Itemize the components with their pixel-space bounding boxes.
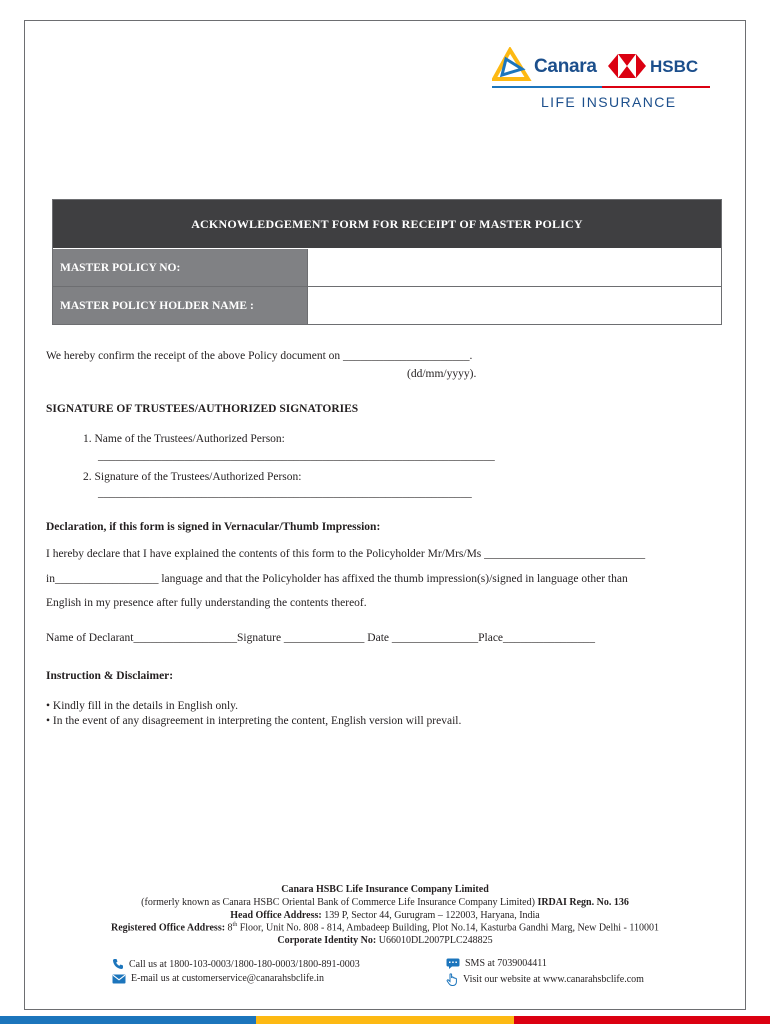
form-title: ACKNOWLEDGEMENT FORM FOR RECEIPT OF MASTER POLICY [53,200,721,248]
corporate-identity-line [0,935,770,946]
policy-form-table [52,199,722,325]
registered-office-floor-suffix: th [232,922,238,928]
email-text: E-mail us at customerservice@canarahsbclife.in [131,973,325,984]
cin-value: U66010DL2007PLC248825 [378,935,493,946]
pointer-hand-icon [446,973,458,986]
registered-office-address: Floor, Unit No. 808 - 814, Ambadeep Building, Plot No.14, Kasturba Gandhi Marg, New Delhi - 110001 [239,922,660,934]
website-contact[interactable] [446,973,644,986]
instruction-item: • Kindly fill in the details in English only. [46,700,239,712]
master-policy-no-label: MASTER POLICY NO: [53,249,307,286]
cin-label: Corporate Identity No: [277,935,377,946]
master-policy-holder-field[interactable] [307,287,721,324]
sms-text: SMS at 7039004411 [465,958,547,969]
email-contact[interactable] [112,973,324,984]
sms-icon [446,958,460,969]
page-border [24,20,746,1010]
registered-office-label: Registered Office Address: [110,922,226,934]
trustee-signature-blank[interactable]: _________________________________________________________________ [98,487,472,499]
bottom-color-bar [0,1016,770,1024]
head-office-label: Head Office Address: [230,910,322,921]
sms-contact[interactable] [446,958,547,969]
trustee-signature-label: 2. Signature of the Trustees/Authorized Person: [83,471,302,483]
irdai-regn: IRDAI Regn. No. 136 [537,897,629,908]
email-icon [112,974,126,984]
trustee-name-label: 1. Name of the Trustees/Authorized Person: [83,433,285,445]
master-policy-no-field[interactable] [307,249,721,286]
call-us-text: Call us at 1800-103-0003/1800-180-0003/1800-891-0003 [129,958,360,970]
logo-rule-red [602,86,710,88]
bottom-bar-red [514,1016,770,1024]
call-us-contact[interactable] [112,958,360,970]
date-format-hint: (dd/mm/yyyy). [407,368,477,380]
phone-icon [112,958,124,970]
declarant-details-line: Name of Declarant__________________Signature ______________ Date _______________Place________________ [46,632,596,644]
confirm-receipt-line: We hereby confirm the receipt of the above Policy document on ______________________. [46,350,473,362]
logo-brand-right: HSBC [650,57,699,76]
canara-hsbc-logo [490,45,712,115]
signatories-heading: SIGNATURE OF TRUSTEES/AUTHORIZED SIGNATORIES [46,403,359,415]
declaration-line-2: in__________________ language and that the Policyholder has affixed the thumb impression(s)/signed in language other than [46,573,628,585]
declaration-heading: Declaration, if this form is signed in Vernacular/Thumb Impression: [46,521,381,533]
logo-rule-blue [492,86,602,88]
trustee-name-blank[interactable]: _____________________________________________________________________ [98,450,495,462]
head-office-line [0,910,770,921]
formerly-known-text: (formerly known as Canara HSBC Oriental Bank of Commerce Life Insurance Company Limited) [141,897,535,908]
registered-office-line [0,922,770,933]
formerly-known-line [0,897,770,908]
instruction-item: • In the event of any disagreement in interpreting the content, English version will prevail. [46,715,462,727]
master-policy-holder-label: MASTER POLICY HOLDER NAME : [53,287,307,324]
logo-brand-left: Canara [534,56,597,77]
head-office-address: 139 P, Sector 44, Gurugram – 122003, Haryana, India [324,910,540,921]
website-text: Visit our website at www.canarahsbclife.com [463,974,644,985]
instructions-heading: Instruction & Disclaimer: [46,670,174,682]
master-policy-no-row [53,248,721,286]
declaration-line-1: I hereby declare that I have explained the contents of this form to the Policyholder Mr/Mrs/Ms ____________________________ [46,548,646,560]
hsbc-hexagon-icon [608,54,646,78]
bottom-bar-yellow [256,1016,514,1024]
logo-subtitle: LIFE INSURANCE [541,94,677,110]
declaration-line-3: English in my presence after fully understanding the contents thereof. [46,597,367,609]
master-policy-holder-row [53,286,721,324]
company-name: Canara HSBC Life Insurance Company Limited [281,884,489,895]
canara-triangle-logo-icon [492,47,532,83]
bottom-bar-blue [0,1016,256,1024]
registered-office-floor: 8 [227,922,233,934]
